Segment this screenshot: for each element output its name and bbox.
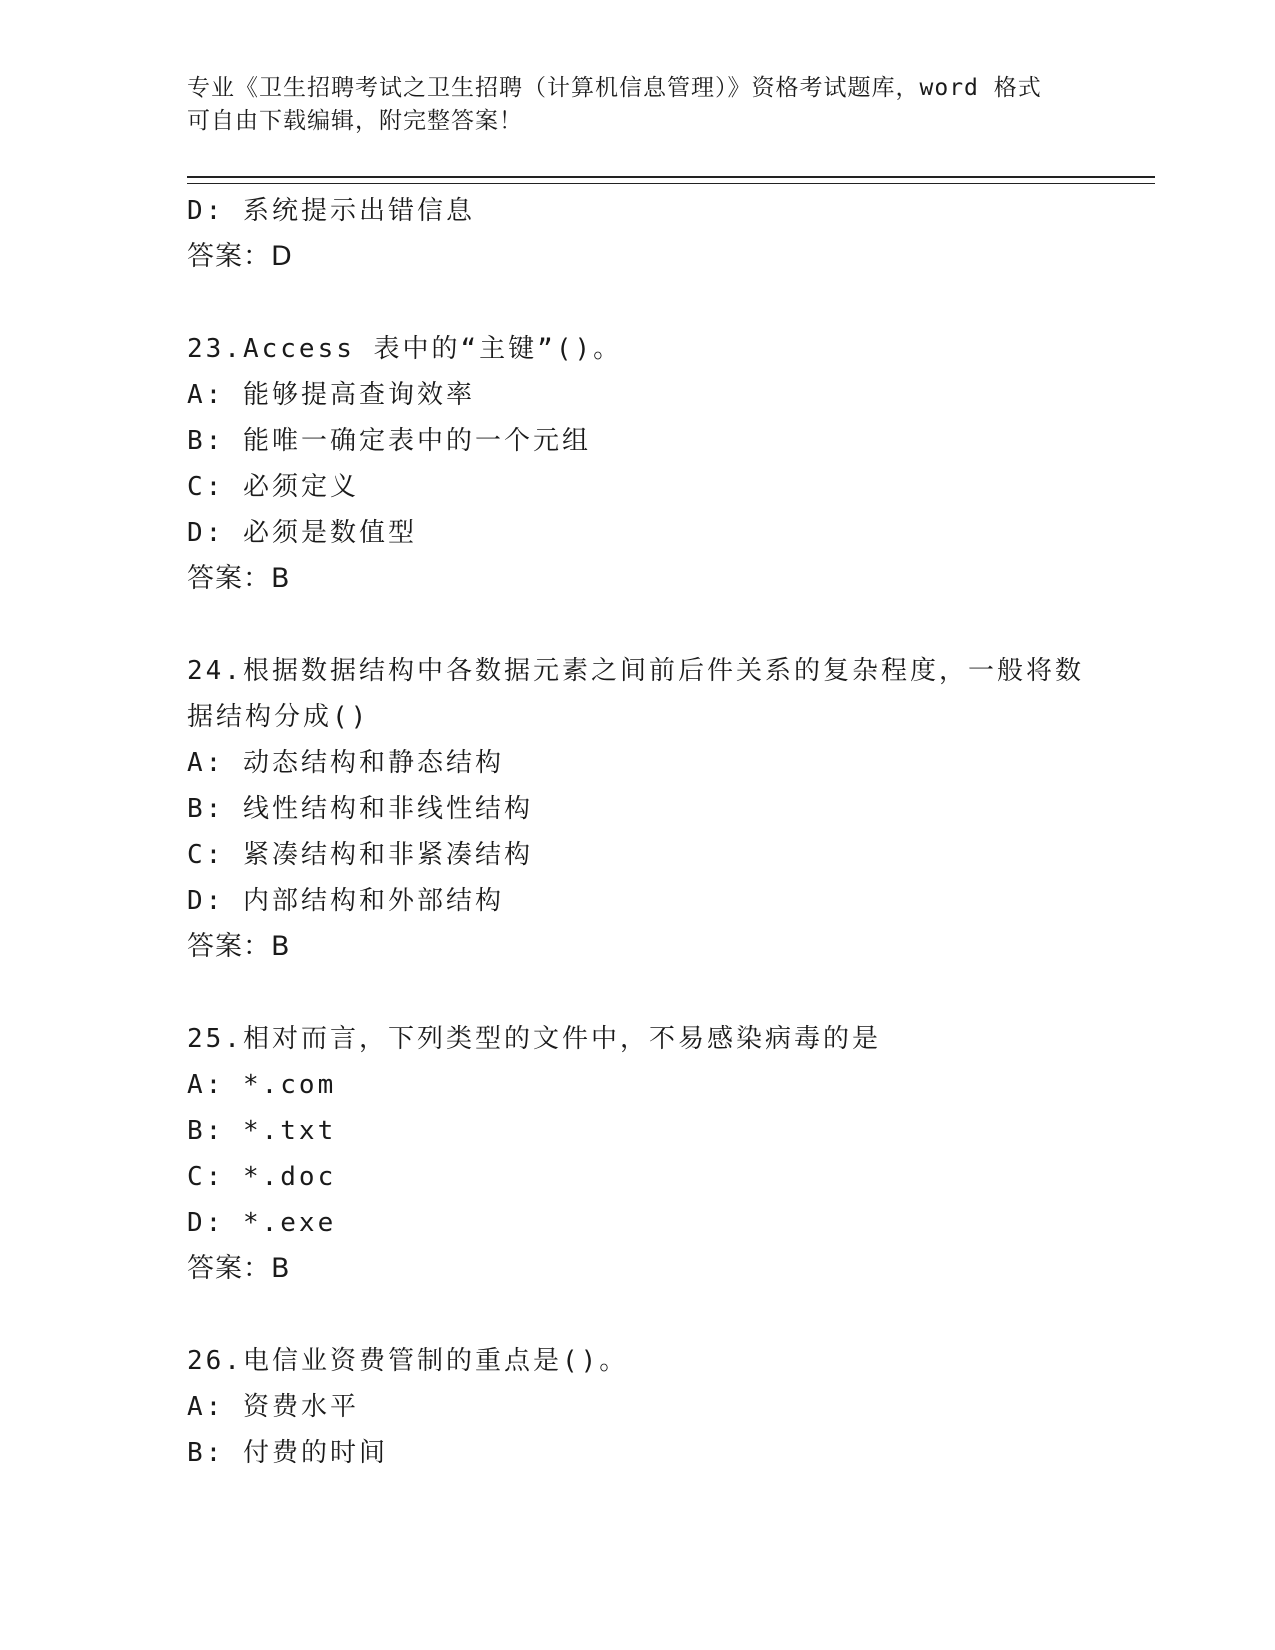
- prev-answer: 答案：D: [187, 241, 293, 272]
- document-header: [187, 72, 1087, 138]
- option-a: A: 动态结构和静态结构: [187, 748, 504, 778]
- question-list: [187, 188, 1147, 1476]
- prev-option-d: D: 系统提示出错信息: [187, 196, 475, 226]
- option-b: B: 付费的时间: [187, 1438, 388, 1468]
- header-divider-thick: [187, 176, 1155, 178]
- question-26: [187, 1338, 1147, 1476]
- option-a: A: 能够提高查询效率: [187, 380, 475, 410]
- answer: 答案：B: [187, 1253, 291, 1284]
- question-stem-line-1: 24.根据数据结构中各数据元素之间前后件关系的复杂程度，一般将数: [187, 656, 1084, 686]
- header-line-2: 可自由下载编辑，附完整答案！: [187, 108, 523, 134]
- question-stem: 23.Access 表中的“主键”()。: [187, 334, 623, 364]
- option-b: B: *.txt: [187, 1116, 337, 1146]
- question-24: [187, 648, 1147, 970]
- option-d: D: 必须是数值型: [187, 518, 417, 548]
- option-b: B: 能唯一确定表中的一个元组: [187, 426, 591, 456]
- answer: 答案：B: [187, 931, 291, 962]
- spacer: [187, 602, 1147, 648]
- option-d: D: 内部结构和外部结构: [187, 886, 504, 916]
- question-23: [187, 326, 1147, 602]
- option-a: A: 资费水平: [187, 1392, 359, 1422]
- option-c: C: *.doc: [187, 1162, 337, 1192]
- question-stem-line-2: 据结构分成(): [187, 702, 370, 732]
- spacer: [187, 1292, 1147, 1338]
- option-d: D: *.exe: [187, 1208, 337, 1238]
- question-stem: 25.相对而言，下列类型的文件中，不易感染病毒的是: [187, 1024, 881, 1054]
- question-stem: 26.电信业资费管制的重点是()。: [187, 1346, 629, 1376]
- answer: 答案：B: [187, 563, 291, 594]
- question-25: [187, 1016, 1147, 1292]
- spacer: [187, 280, 1147, 326]
- header-divider-thin: [187, 183, 1155, 184]
- option-a: A: *.com: [187, 1070, 337, 1100]
- option-c: C: 必须定义: [187, 472, 359, 502]
- header-line-1: 专业《卫生招聘考试之卫生招聘（计算机信息管理）》资格考试题库，word 格式: [187, 75, 1042, 101]
- option-c: C: 紧凑结构和非紧凑结构: [187, 840, 533, 870]
- spacer: [187, 970, 1147, 1016]
- option-b: B: 线性结构和非线性结构: [187, 794, 533, 824]
